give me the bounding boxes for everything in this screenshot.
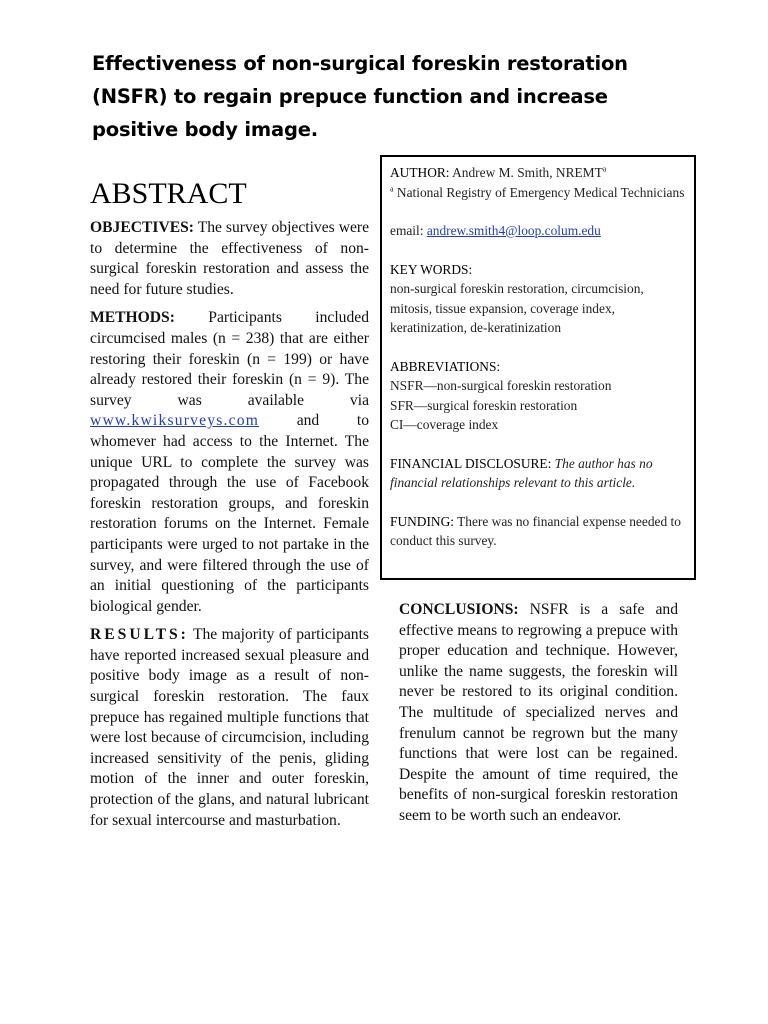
objectives-paragraph bbox=[90, 218, 369, 300]
abbreviations-block bbox=[390, 357, 686, 435]
funding-label: FUNDING: bbox=[390, 513, 454, 529]
abbreviation-item: NSFR—non-surgical foreskin restoration bbox=[390, 378, 612, 393]
conclusions-text: NSFR is a safe and effective means to regrowing a prepuce with proper education and technique. However, unlike the name suggests, the foreskin will never be restored to its original condition. The multitude of specialized nerves and frenulum cannot be regrown but the many functions that were lost can be regained. Despite the amount of time required, the benefits of non-surgical foreskin restoration seem to be worth such an endeavor. bbox=[399, 601, 678, 824]
affiliation-text: National Registry of Emergency Medical Technicians bbox=[393, 184, 685, 200]
methods-paragraph bbox=[90, 308, 369, 617]
abbreviation-item: CI—coverage index bbox=[390, 417, 499, 432]
objectives-text: The survey objectives were to determine the effectiveness of non-surgical foreskin restoration and assess the need for future studies. bbox=[90, 219, 369, 298]
author-block bbox=[390, 163, 686, 202]
disclosure-block bbox=[390, 454, 686, 493]
author-superscript: a bbox=[602, 164, 607, 174]
funding-text: There was no financial expense needed to conduct this survey. bbox=[390, 513, 681, 548]
results-text: The majority of participants have reported increased sexual pleasure and positive body image as a result of non-surgical foreskin restoration. The faux prepuce has regained multiple functions that were lost because of circumcision, including increased sensitivity of the penis, gliding motion of the inner and outer foreskin, protection of the glans, and natural lubricant for sexual intercourse and masturbation. bbox=[90, 626, 369, 829]
abbreviations-label: ABBREVIATIONS: bbox=[390, 358, 501, 374]
conclusions-paragraph bbox=[399, 600, 678, 827]
disclosure-text: The author has no financial relationships relevant to this article. bbox=[390, 455, 653, 490]
abstract-heading: ABSTRACT bbox=[90, 177, 247, 210]
methods-text: Participants included circumcised males (n = 238) that are either restoring their foreskin (n = 199) or have already restored their foreskin (n = 9). The survey was available via bbox=[90, 309, 369, 409]
conclusions-column bbox=[399, 600, 678, 827]
affiliation-superscript: a bbox=[390, 184, 394, 194]
email-link[interactable]: andrew.smith4@loop.colum.edu bbox=[426, 223, 601, 238]
keywords-text: non-surgical foreskin restoration, circumcision, mitosis, tissue expansion, coverage index, keratinization, de-keratinization bbox=[390, 281, 644, 335]
results-label: RESULTS: bbox=[90, 626, 189, 644]
disclosure-label: FINANCIAL DISCLOSURE: bbox=[390, 455, 552, 471]
funding-block bbox=[390, 512, 686, 551]
keywords-label: KEY WORDS: bbox=[390, 261, 473, 277]
methods-text-continued: and to whomever had access to the Internet. The unique URL to complete the survey was propagated through the use of Facebook foreskin restoration groups, and foreskin restoration forums on the Internet. Female participants were urged to not partake in the survey, and were filtered through the use of an initial questioning of the participants biological gender. bbox=[90, 412, 369, 615]
author-name: Andrew M. Smith, NREMT bbox=[449, 165, 603, 180]
conclusions-label: CONCLUSIONS: bbox=[399, 601, 519, 618]
objectives-label: OBJECTIVES: bbox=[90, 219, 194, 236]
survey-link[interactable]: www.kwiksurveys.com bbox=[90, 412, 260, 430]
keywords-block bbox=[390, 260, 686, 338]
abbreviation-item: SFR—surgical foreskin restoration bbox=[390, 397, 578, 413]
author-label: AUTHOR: bbox=[390, 165, 450, 180]
paper-title: Effectiveness of non-surgical foreskin restoration (NSFR) to regain prepuce function and increase positive body image. bbox=[92, 52, 628, 141]
email-block bbox=[390, 221, 686, 241]
author-info-box bbox=[380, 155, 696, 580]
abstract-left-column bbox=[90, 218, 369, 839]
results-paragraph bbox=[90, 625, 369, 831]
email-label: email: bbox=[390, 223, 427, 238]
methods-label: METHODS: bbox=[90, 309, 175, 327]
